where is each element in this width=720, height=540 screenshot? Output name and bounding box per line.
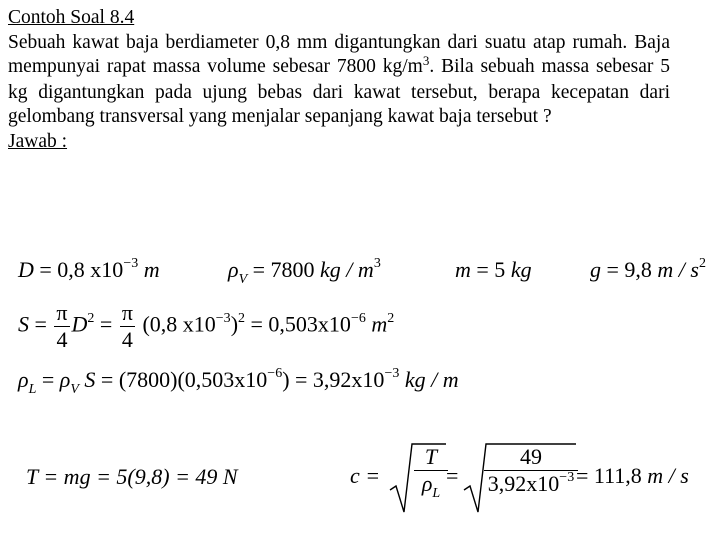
answer-label: Jawab : bbox=[8, 130, 68, 152]
radical-frac-2: $\frac{49}{3,92x10^{-3}}$ bbox=[484, 444, 578, 501]
tension-equation: T = mg = 5(9,8) = 49 N bbox=[26, 464, 238, 489]
given-mass: m = 5 kg bbox=[455, 257, 532, 282]
example-title: Contoh Soal 8.4 bbox=[8, 7, 135, 28]
velocity-equation: c = $\frac{T}{\rho_L}$ = $\frac{49}{3,92x10^{-3}}$ = 111,8 m / s bbox=[350, 438, 710, 518]
given-gravity: g = 9,8 m / $s^2$ bbox=[590, 256, 706, 282]
problem-text: Sebuah kawat baja berdiameter 0,8 mm digantungkan dari suatu atap rumah. Baja mempunyai rapat massa volume sebesar 7800 $kg/m^3$. Bila sebuah massa sebesar 5 kg digantungkan pada ujung bebas dari kawat tersebut, berapa kecepatan dari gelombang transversal yang menjalar sepanjang kawat baja tersebut ? bbox=[8, 31, 671, 127]
problem-statement bbox=[8, 6, 670, 154]
linear-density-equation: $\rho_L = \rho_V$ $S = (7800)(0,503x10^{-6}) = 3,92x10^{-3}$ kg / m bbox=[18, 366, 459, 397]
given-diameter: D = 0,8 $x10^{-3}$ m bbox=[18, 256, 160, 282]
radical-frac-1: $\frac{T}{\rho_L}$ bbox=[414, 444, 448, 501]
given-density-volume: $\rho_V = 7800$ kg / $m^3$ bbox=[228, 256, 381, 287]
area-equation: S = $\frac{\pi}{4}$ $D^2$ = $\frac{\pi}{4}$ (0,8 $x10^{-3})^2 = 0,503x10^{-6}$ $m^2$ bbox=[18, 300, 395, 352]
